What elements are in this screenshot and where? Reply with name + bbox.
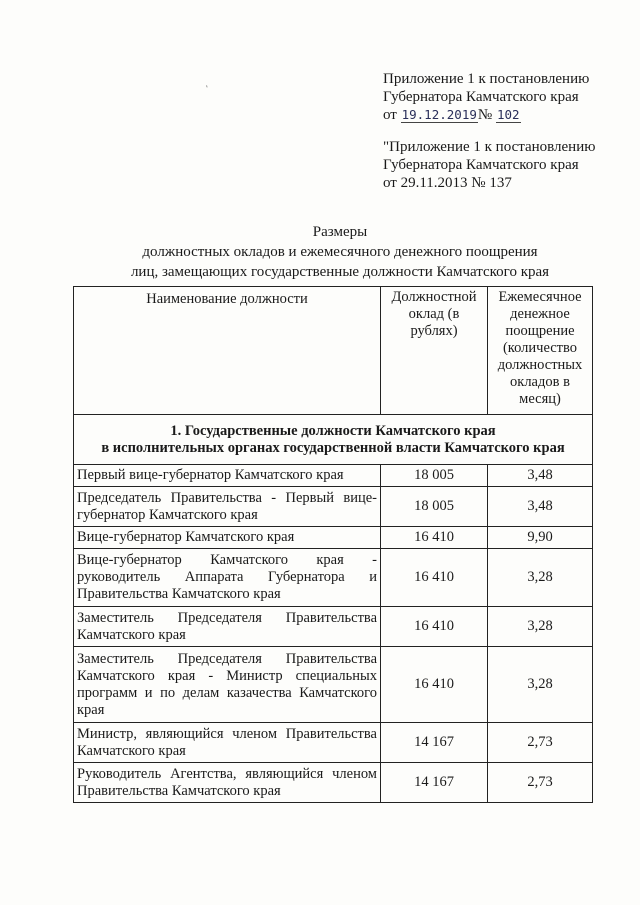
position-name-cell: Вице-губернатор Камчатского края [74,527,381,549]
table-row [74,465,593,487]
section-line2: в исполнительных органах государственной власти Камчатского края [101,439,565,456]
stray-mark: ˋ [200,84,210,95]
section-header-row [74,415,593,465]
header-position-name: Наименование должности [74,287,381,415]
position-name-cell: Вице-губернатор Камчатского края - руководитель Аппарата Губернатора и Правительства Камчатского края [74,549,381,607]
salary-cell: 16 410 [381,647,488,723]
table-row [74,763,593,803]
bonus-cell: 2,73 [488,763,593,803]
appendix-previous-line1: "Приложение 1 к постановлению [383,139,596,155]
position-name-cell: Председатель Правительства - Первый вице-губернатор Камчатского края [74,487,381,527]
bonus-cell: 9,90 [488,527,593,549]
salary-cell: 14 167 [381,763,488,803]
table-row [74,549,593,607]
appendix-previous-line3: от 29.11.2013 № 137 [383,175,512,191]
position-name-cell: Первый вице-губернатор Камчатского края [74,465,381,487]
appendix-current-line2: Губернатора Камчатского края [383,89,579,105]
salary-cell: 14 167 [381,723,488,763]
salary-cell: 16 410 [381,549,488,607]
table-row [74,607,593,647]
salary-cell: 16 410 [381,607,488,647]
appendix-previous-line2: Губернатора Камчатского края [383,157,579,173]
salary-cell: 18 005 [381,487,488,527]
document-title [60,222,620,282]
salary-cell: 16 410 [381,527,488,549]
appendix-current-line3 [383,106,633,124]
section-header-cell [74,415,593,465]
position-name-cell: Заместитель Председателя Правительства Камчатского края [74,607,381,647]
appendix-previous [383,138,633,192]
header-bonus: Ежемесячное денежное поощрение (количество должностных окладов в месяц) [488,287,593,415]
bonus-cell: 3,48 [488,465,593,487]
appendix-current-line1: Приложение 1 к постановлению [383,71,590,87]
table-row [74,487,593,527]
title-line3: лиц, замещающих государственные должности Камчатского края [130,264,550,280]
position-name-cell: Заместитель Председателя Правительства Камчатского края - Министр специальных программ и по делам казачества Камчатского края [74,647,381,723]
table-row [74,723,593,763]
salary-cell: 18 005 [381,465,488,487]
table-header-row [74,287,593,415]
appendix-current [383,70,633,124]
bonus-cell: 3,48 [488,487,593,527]
handwritten-date: 19.12.2019 [401,107,477,122]
table-row [74,647,593,723]
section-line1: 1. Государственные должности Камчатского края [170,422,496,439]
handwritten-number: 102 [496,107,520,122]
bonus-cell: 2,73 [488,723,593,763]
title-line2: должностных окладов и ежемесячного денежного поощрения [142,244,538,260]
table-row [74,527,593,549]
position-name-cell: Министр, являющийся членом Правительства Камчатского края [74,723,381,763]
bonus-cell: 3,28 [488,549,593,607]
salary-table [73,286,593,803]
number-sign: № [477,107,493,123]
bonus-cell: 3,28 [488,607,593,647]
position-name-cell: Руководитель Агентства, являющийся членом Правительства Камчатского края [74,763,381,803]
header-salary: Должностной оклад (в рублях) [381,287,488,415]
date-prefix: от [383,107,397,123]
title-line1: Размеры [312,224,368,240]
bonus-cell: 3,28 [488,647,593,723]
